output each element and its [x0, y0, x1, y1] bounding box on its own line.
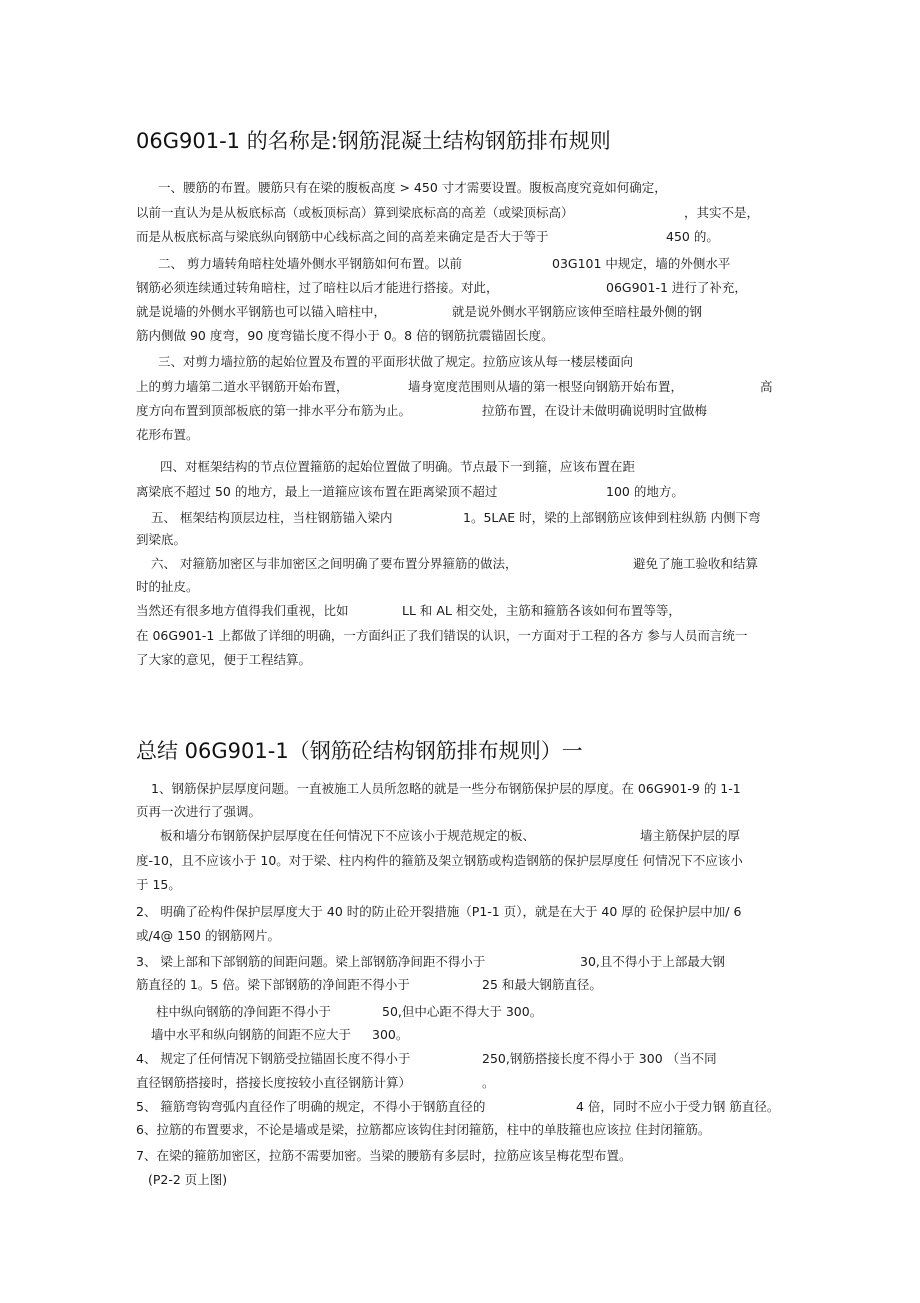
paragraph-line: 或/4@ 150 的钢筋网片。: [136, 928, 280, 943]
paragraph-line: 于 15。: [136, 877, 181, 892]
paragraph-line: 1、钢筋保护层厚度问题。一直被施工人员所忽略的就是一些分布钢筋保护层的厚度。在 06G901-9 的 1-1: [151, 781, 741, 796]
paragraph-line: 度-10，且不应该小于 10。对于梁、柱内构件的箍筋及架立钢筋或构造钢筋的保护层厚度任 何情况下不应该小: [136, 853, 743, 868]
paragraph-line: 六、 对箍筋加密区与非加密区之间明确了要布置分界箍筋的做法， 避免了施工验收和结算: [151, 556, 759, 571]
paragraph-line: 5、 箍筋弯钩弯弧内直径作了明确的规定，不得小于钢筋直径的 4 倍，同时不应小于受力钢 筋直径。: [136, 1099, 780, 1114]
section-2-title: 总结 06G901-1（钢筋砼结构钢筋排布规则）一: [136, 739, 583, 763]
paragraph-line: 墙中水平和纵向钢筋的间距不应大于 300。: [151, 1027, 409, 1042]
paragraph-line: 离梁底不超过 50 的地方，最上一道箍应该布置在距离梁顶不超过 100 的地方。: [136, 484, 684, 499]
paragraph-line: 2、 明确了砼构件保护层厚度大于 40 时的防止砼开裂措施（P1-1 页），就是在大于 40 厚的 砼保护层中加/ 6: [136, 904, 742, 919]
paragraph-line: 直径钢筋搭接时，搭接长度按较小直径钢筋计算） 。: [136, 1075, 495, 1090]
paragraph-line: (P2-2 页上图): [148, 1172, 228, 1187]
paragraph-line: 一、腰筋的布置。腰筋只有在梁的腹板高度 > 450 寸才需要设置。腹板高度究竟如何确定，: [158, 180, 667, 195]
paragraph-line: 柱中纵向钢筋的净间距不得小于 50,但中心距不得大于 300。: [156, 1004, 543, 1019]
section-1-title: 06G901-1 的名称是:钢筋混凝土结构钢筋排布规则: [136, 129, 611, 153]
paragraph-line: 7、在梁的箍筋加密区，拉筋不需要加密。当梁的腰筋有多层时，拉筋应该呈梅花型布置。: [136, 1148, 632, 1163]
paragraph-line: 三、对剪力墙拉筋的起始位置及布置的平面形状做了规定。拉筋应该从每一楼层楼面向: [158, 354, 634, 369]
paragraph-line: 上的剪力墙第二道水平钢筋开始布置， 墙身宽度范围则从墙的第一根竖向钢筋开始布置， 高: [136, 379, 773, 394]
paragraph-line: 就是说墙的外侧水平钢筋也可以锚入暗柱中， 就是说外侧水平钢筋应该伸至暗柱最外侧的钢: [136, 304, 703, 319]
paragraph-line: 五、 框架结构顶层边柱，当柱钢筋锚入梁内 1。5LAE 时，梁的上部钢筋应该伸到柱纵筋 内侧下弯: [151, 510, 761, 525]
paragraph-line: 而是从板底标高与梁底纵向钢筋中心线标高之间的高差来确定是否大于等于 450 的。: [136, 229, 719, 244]
paragraph-line: 到梁底。: [136, 532, 187, 547]
paragraph-line: 以前一直认为是从板底标高（或板顶标高）算到梁底标高的高差（或梁顶标高） ，其实不是，: [136, 205, 760, 220]
paragraph-line: 时的扯皮。: [136, 579, 199, 594]
paragraph-line: 筋直径的 1。5 倍。梁下部钢筋的净间距不得小于 25 和最大钢筋直径。: [136, 977, 602, 992]
paragraph-line: 四、对框架结构的节点位置箍筋的起始位置做了明确。节点最下一到箍，应该布置在距: [160, 459, 636, 474]
paragraph-line: 花形布置。: [136, 427, 199, 442]
paragraph-line: 板和墙分布钢筋保护层厚度在任何情况下不应该小于规范规定的板、 墙主筋保护层的厚: [160, 828, 741, 843]
paragraph-line: 二、 剪力墙转角暗柱处墙外侧水平钢筋如何布置。以前 03G101 中规定，墙的外侧水平: [158, 256, 731, 271]
paragraph-line: 当然还有很多地方值得我们重视，比如 LL 和 AL 相交处，主筋和箍筋各该如何布置等等，: [136, 603, 681, 618]
paragraph-line: 度方向布置到顶部板底的第一排水平分布筋为止。 拉筋布置，在设计未做明确说明时宜做梅: [136, 403, 708, 418]
paragraph-line: 3、 梁上部和下部钢筋的间距问题。梁上部钢筋净间距不得小于 30,且不得小于上部最大钢: [136, 954, 725, 969]
paragraph-line: 在 06G901-1 上都做了详细的明确，一方面纠正了我们错误的认识，一方面对于工程的各方 参与人员而言统一: [136, 628, 748, 643]
paragraph-line: 筋内侧做 90 度弯，90 度弯锚长度不得小于 0。8 倍的钢筋抗震锚固长度。: [136, 328, 554, 343]
paragraph-line: 4、 规定了任何情况下钢筋受拉锚固长度不得小于 250,钢筋搭接长度不得小于 300 （当不同: [136, 1051, 717, 1066]
paragraph-line: 6、拉筋的布置要求，不论是墙或是梁，拉筋都应该钩住封闭箍筋，柱中的单肢箍也应该拉 住封闭箍筋。: [136, 1122, 711, 1137]
paragraph-line: 页再一次进行了强调。: [136, 804, 262, 819]
paragraph-line: 了大家的意见，便于工程结算。: [136, 652, 312, 667]
paragraph-line: 钢筋必须连续通过转角暗柱，过了暗柱以后才能进行搭接。对此， 06G901-1 进行了补充，: [136, 280, 747, 295]
